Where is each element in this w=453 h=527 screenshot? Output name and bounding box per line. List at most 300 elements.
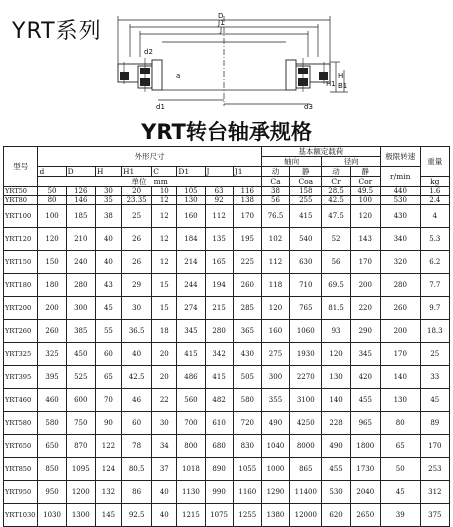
table-cell: 180 xyxy=(38,274,66,297)
table-cell: 710 xyxy=(290,274,322,297)
table-cell: 12 xyxy=(152,205,177,228)
header-radial-dynamic: 动 xyxy=(322,167,350,177)
sym-D: D xyxy=(66,167,95,177)
label-a: a xyxy=(176,72,181,80)
table-cell: 260 xyxy=(233,274,261,297)
table-cell: 122 xyxy=(95,435,121,458)
table-cell: 2040 xyxy=(350,481,380,504)
model-cell: YRT260 xyxy=(4,320,38,343)
table-cell: 112 xyxy=(261,251,289,274)
table-cell: 440 xyxy=(380,187,420,196)
table-cell: 1200 xyxy=(66,481,95,504)
header-axial-static: 静 xyxy=(290,167,322,177)
table-cell: 460 xyxy=(38,389,66,412)
table-cell: 36.5 xyxy=(121,320,151,343)
table-cell: 215 xyxy=(205,297,233,320)
table-cell: 765 xyxy=(290,297,322,320)
table-cell: 118 xyxy=(261,274,289,297)
table-cell: 49.5 xyxy=(350,187,380,196)
table-row xyxy=(4,297,450,320)
table-cell: 540 xyxy=(290,228,322,251)
table-cell: 194 xyxy=(205,274,233,297)
table-cell: 340 xyxy=(380,228,420,251)
table-row xyxy=(4,389,450,412)
table-cell: 342 xyxy=(205,343,233,366)
table-cell: 1018 xyxy=(177,458,205,481)
table-cell: 300 xyxy=(261,366,289,389)
table-cell: 43 xyxy=(95,274,121,297)
table-cell: 28.5 xyxy=(322,187,350,196)
table-cell: 200 xyxy=(38,297,66,320)
table-cell: 42.5 xyxy=(322,196,350,205)
table-cell: 7.7 xyxy=(420,274,449,297)
table-cell: 100 xyxy=(350,196,380,205)
table-cell: 130 xyxy=(177,196,205,205)
table-cell: 345 xyxy=(177,320,205,343)
table-cell: 160 xyxy=(261,320,289,343)
table-cell: 70 xyxy=(95,389,121,412)
table-cell: 26 xyxy=(121,251,151,274)
table-cell: 170 xyxy=(233,205,261,228)
table-cell: 600 xyxy=(66,389,95,412)
table-cell: 200 xyxy=(380,320,420,343)
table-cell: 42.5 xyxy=(121,366,151,389)
table-cell: 132 xyxy=(95,481,121,504)
table-cell: 4250 xyxy=(290,412,322,435)
table-cell: 120 xyxy=(261,297,289,320)
table-cell: 78 xyxy=(121,435,151,458)
table-cell: 120 xyxy=(38,228,66,251)
table-cell: 143 xyxy=(350,228,380,251)
table-cell: 1040 xyxy=(261,435,289,458)
label-H: H xyxy=(338,72,344,80)
table-cell: 720 xyxy=(233,412,261,435)
table-cell: 300 xyxy=(66,297,95,320)
table-cell: 525 xyxy=(66,366,95,389)
table-cell: 47.5 xyxy=(322,205,350,228)
table-cell: 23.35 xyxy=(121,196,151,205)
table-cell: 30 xyxy=(121,297,151,320)
table-row xyxy=(4,343,450,366)
table-cell: 40 xyxy=(95,251,121,274)
table-cell: 1800 xyxy=(350,435,380,458)
table-cell: 1930 xyxy=(290,343,322,366)
table-cell: 22 xyxy=(152,389,177,412)
table-cell: 800 xyxy=(177,435,205,458)
table-cell: 1.6 xyxy=(420,187,449,196)
table-cell: 92 xyxy=(205,196,233,205)
table-cell: 1290 xyxy=(261,481,289,504)
sym-J: J xyxy=(205,167,233,177)
table-cell: 34 xyxy=(152,435,177,458)
table-cell: 253 xyxy=(420,458,449,481)
table-cell: 56 xyxy=(322,251,350,274)
table-cell: 486 xyxy=(177,366,205,389)
table-cell: 60 xyxy=(95,343,121,366)
table-cell: 130 xyxy=(380,389,420,412)
table-cell: 530 xyxy=(380,196,420,205)
table-cell: 12 xyxy=(152,251,177,274)
sym-C: C xyxy=(152,167,177,177)
header-radial: 径向 xyxy=(322,157,380,167)
table-cell: 420 xyxy=(350,366,380,389)
model-cell: YRT325 xyxy=(4,343,38,366)
table-cell: 750 xyxy=(66,412,95,435)
table-cell: 9.7 xyxy=(420,297,449,320)
model-cell: YRT1030 xyxy=(4,504,38,527)
table-cell: 275 xyxy=(261,343,289,366)
table-cell: 280 xyxy=(205,320,233,343)
table-cell: 45 xyxy=(420,389,449,412)
table-cell: 3100 xyxy=(290,389,322,412)
table-cell: 18.3 xyxy=(420,320,449,343)
table-cell: 120 xyxy=(322,343,350,366)
table-cell: 870 xyxy=(66,435,95,458)
table-row xyxy=(4,435,450,458)
model-cell: YRT200 xyxy=(4,297,38,320)
table-cell: 325 xyxy=(38,343,66,366)
table-cell: 15 xyxy=(152,274,177,297)
table-cell: 1300 xyxy=(66,504,95,527)
bearing-cross-section-drawing xyxy=(100,12,350,110)
table-cell: 2270 xyxy=(290,366,322,389)
table-cell: 126 xyxy=(66,187,95,196)
table-cell: 1030 xyxy=(38,504,66,527)
model-cell: YRT80 xyxy=(4,196,38,205)
header-speed-unit: r/min xyxy=(380,167,420,187)
model-cell: YRT150 xyxy=(4,251,38,274)
table-row xyxy=(4,251,450,274)
header-symbols-row xyxy=(4,167,450,177)
table-cell: 1000 xyxy=(261,458,289,481)
table-cell: 950 xyxy=(38,481,66,504)
table-cell: 312 xyxy=(420,481,449,504)
sym-H1: H1 xyxy=(121,167,151,177)
table-cell: 580 xyxy=(233,389,261,412)
table-cell: 450 xyxy=(66,343,95,366)
table-cell: 1095 xyxy=(66,458,95,481)
header-axial-dynamic: 动 xyxy=(261,167,289,177)
table-cell: 40 xyxy=(152,481,177,504)
table-cell: 69.5 xyxy=(322,274,350,297)
table-cell: 290 xyxy=(350,320,380,343)
table-row xyxy=(4,320,450,343)
header-radial-static: 静 xyxy=(350,167,380,177)
table-cell: 50 xyxy=(38,187,66,196)
table-cell: 170 xyxy=(380,343,420,366)
table-cell: 11400 xyxy=(290,481,322,504)
table-cell: 1160 xyxy=(233,481,261,504)
table-cell: 490 xyxy=(261,412,289,435)
table-row xyxy=(4,481,450,504)
table-title: YRT转台轴承规格 xyxy=(141,120,312,144)
table-cell: 40 xyxy=(152,504,177,527)
table-cell: 385 xyxy=(66,320,95,343)
table-cell: 86 xyxy=(121,481,151,504)
table-cell: 260 xyxy=(380,297,420,320)
table-cell: 170 xyxy=(420,435,449,458)
sym-Cr: Cr xyxy=(322,177,350,187)
table-cell: 375 xyxy=(420,504,449,527)
label-J: J xyxy=(220,26,223,34)
table-cell: 80 xyxy=(38,196,66,205)
table-cell: 965 xyxy=(350,412,380,435)
table-cell: 4 xyxy=(420,205,449,228)
sym-H: H xyxy=(95,167,121,177)
table-cell: 185 xyxy=(66,205,95,228)
label-d3: d3 xyxy=(304,103,313,110)
table-cell: 415 xyxy=(205,366,233,389)
table-cell: 26 xyxy=(121,228,151,251)
header-axial: 轴向 xyxy=(261,157,322,167)
table-cell: 455 xyxy=(322,458,350,481)
table-cell: 865 xyxy=(290,458,322,481)
table-cell: 355 xyxy=(261,389,289,412)
table-row xyxy=(4,187,450,196)
table-cell: 560 xyxy=(177,389,205,412)
table-cell: 20 xyxy=(121,187,151,196)
table-cell: 170 xyxy=(350,251,380,274)
table-cell: 140 xyxy=(322,389,350,412)
table-cell: 12 xyxy=(152,196,177,205)
header-model: 型号 xyxy=(4,147,38,187)
table-cell: 1055 xyxy=(233,458,261,481)
table-cell: 430 xyxy=(380,205,420,228)
table-cell: 455 xyxy=(350,389,380,412)
table-cell: 1380 xyxy=(261,504,289,527)
label-D: D xyxy=(218,12,224,20)
table-cell: 120 xyxy=(350,205,380,228)
table-cell: 160 xyxy=(177,205,205,228)
table-cell: 116 xyxy=(233,187,261,196)
table-cell: 130 xyxy=(322,366,350,389)
model-cell: YRT460 xyxy=(4,389,38,412)
table-cell: 60 xyxy=(121,412,151,435)
table-row xyxy=(4,504,450,527)
table-cell: 1130 xyxy=(177,481,205,504)
spec-table-body xyxy=(4,187,450,527)
label-d2: d2 xyxy=(144,48,153,56)
table-cell: 138 xyxy=(233,196,261,205)
model-cell: YRT120 xyxy=(4,228,38,251)
table-cell: 200 xyxy=(350,274,380,297)
table-row xyxy=(4,205,450,228)
table-cell: 395 xyxy=(38,366,66,389)
table-cell: 146 xyxy=(66,196,95,205)
table-cell: 15 xyxy=(152,297,177,320)
table-cell: 650 xyxy=(38,435,66,458)
table-cell: 40 xyxy=(95,228,121,251)
unit-label: 单位 xyxy=(131,177,147,186)
table-cell: 195 xyxy=(233,228,261,251)
model-cell: YRT650 xyxy=(4,435,38,458)
table-cell: 52 xyxy=(322,228,350,251)
table-cell: 56 xyxy=(261,196,289,205)
table-cell: 92.5 xyxy=(121,504,151,527)
table-cell: 50 xyxy=(380,458,420,481)
table-cell: 10 xyxy=(152,187,177,196)
model-cell: YRT180 xyxy=(4,274,38,297)
sym-Ca: Ca xyxy=(261,177,289,187)
table-row xyxy=(4,366,450,389)
table-cell: 700 xyxy=(177,412,205,435)
table-cell: 630 xyxy=(290,251,322,274)
table-cell: 890 xyxy=(205,458,233,481)
table-cell: 1060 xyxy=(290,320,322,343)
right-ring-section xyxy=(286,58,330,92)
table-cell: 228 xyxy=(322,412,350,435)
table-cell: 280 xyxy=(66,274,95,297)
table-cell: 2650 xyxy=(350,504,380,527)
sym-J1: J1 xyxy=(233,167,261,177)
label-J1: J1 xyxy=(218,19,225,27)
table-cell: 610 xyxy=(205,412,233,435)
table-cell: 65 xyxy=(95,366,121,389)
table-cell: 25 xyxy=(420,343,449,366)
table-cell: 89 xyxy=(420,412,449,435)
header-weight-unit: kg xyxy=(420,177,449,187)
table-cell: 100 xyxy=(38,205,66,228)
table-cell: 63 xyxy=(205,187,233,196)
model-cell: YRT580 xyxy=(4,412,38,435)
table-cell: 165 xyxy=(205,251,233,274)
table-cell: 25 xyxy=(121,205,151,228)
table-cell: 76.5 xyxy=(261,205,289,228)
table-cell: 135 xyxy=(205,228,233,251)
header-unit xyxy=(38,177,261,187)
table-row xyxy=(4,412,450,435)
table-cell: 220 xyxy=(350,297,380,320)
table-cell: 850 xyxy=(38,458,66,481)
table-cell: 105 xyxy=(177,187,205,196)
table-cell: 5.3 xyxy=(420,228,449,251)
table-cell: 530 xyxy=(322,481,350,504)
sym-d: d xyxy=(38,167,66,177)
model-cell: YRT950 xyxy=(4,481,38,504)
table-cell: 102 xyxy=(261,228,289,251)
label-B1: B1 xyxy=(338,82,348,90)
table-cell: 80.5 xyxy=(121,458,151,481)
table-cell: 184 xyxy=(177,228,205,251)
sym-Cor: Cor xyxy=(350,177,380,187)
table-cell: 6.2 xyxy=(420,251,449,274)
table-row xyxy=(4,274,450,297)
table-cell: 1255 xyxy=(233,504,261,527)
table-cell: 285 xyxy=(233,297,261,320)
table-cell: 830 xyxy=(233,435,261,458)
table-cell: 45 xyxy=(380,481,420,504)
unit-mm: mm xyxy=(153,177,168,186)
table-cell: 20 xyxy=(152,366,177,389)
table-row xyxy=(4,458,450,481)
label-H1: H1 xyxy=(326,80,336,88)
table-cell: 20 xyxy=(152,343,177,366)
table-cell: 80 xyxy=(380,412,420,435)
table-cell: 214 xyxy=(177,251,205,274)
label-d1: d1 xyxy=(156,103,165,110)
table-cell: 240 xyxy=(66,251,95,274)
table-cell: 8000 xyxy=(290,435,322,458)
table-cell: 81.5 xyxy=(322,297,350,320)
series-title: YRT系列 xyxy=(12,19,102,44)
header-weight: 重量 xyxy=(420,147,449,177)
table-cell: 210 xyxy=(66,228,95,251)
table-cell: 145 xyxy=(95,504,121,527)
table-cell: 415 xyxy=(290,205,322,228)
table-cell: 158 xyxy=(290,187,322,196)
table-cell: 244 xyxy=(177,274,205,297)
table-row xyxy=(4,196,450,205)
table-cell: 490 xyxy=(322,435,350,458)
spec-table xyxy=(3,146,450,527)
table-cell: 255 xyxy=(290,196,322,205)
header-dimensions: 外形尺寸 xyxy=(38,147,261,167)
table-cell: 39 xyxy=(380,504,420,527)
table-cell: 29 xyxy=(121,274,151,297)
table-cell: 150 xyxy=(38,251,66,274)
sym-D1: D1 xyxy=(177,167,205,177)
table-cell: 38 xyxy=(261,187,289,196)
table-cell: 40 xyxy=(121,343,151,366)
table-cell: 140 xyxy=(380,366,420,389)
table-cell: 65 xyxy=(380,435,420,458)
table-cell: 620 xyxy=(322,504,350,527)
model-cell: YRT50 xyxy=(4,187,38,196)
table-cell: 46 xyxy=(121,389,151,412)
table-cell: 345 xyxy=(350,343,380,366)
table-cell: 38 xyxy=(95,205,121,228)
header-limit-speed: 极限转速 xyxy=(380,147,420,167)
table-cell: 30 xyxy=(152,412,177,435)
table-cell: 415 xyxy=(177,343,205,366)
table-cell: 365 xyxy=(233,320,261,343)
table-cell: 680 xyxy=(205,435,233,458)
table-cell: 30 xyxy=(95,187,121,196)
left-ring-section xyxy=(118,58,162,92)
table-cell: 505 xyxy=(233,366,261,389)
table-cell: 580 xyxy=(38,412,66,435)
table-cell: 124 xyxy=(95,458,121,481)
model-cell: YRT395 xyxy=(4,366,38,389)
table-cell: 33 xyxy=(420,366,449,389)
table-cell: 112 xyxy=(205,205,233,228)
table-cell: 18 xyxy=(152,320,177,343)
table-cell: 1215 xyxy=(177,504,205,527)
table-cell: 35 xyxy=(95,196,121,205)
table-cell: 90 xyxy=(95,412,121,435)
table-cell: 280 xyxy=(380,274,420,297)
header-basic-load: 基本额定载荷 xyxy=(261,147,380,157)
model-cell: YRT850 xyxy=(4,458,38,481)
table-cell: 225 xyxy=(233,251,261,274)
table-cell: 37 xyxy=(152,458,177,481)
table-cell: 12 xyxy=(152,228,177,251)
table-cell: 12000 xyxy=(290,504,322,527)
table-cell: 320 xyxy=(380,251,420,274)
table-cell: 274 xyxy=(177,297,205,320)
table-cell: 1730 xyxy=(350,458,380,481)
table-cell: 55 xyxy=(95,320,121,343)
table-cell: 260 xyxy=(38,320,66,343)
table-cell: 430 xyxy=(233,343,261,366)
table-cell: 45 xyxy=(95,297,121,320)
table-row xyxy=(4,228,450,251)
table-cell: 990 xyxy=(205,481,233,504)
table-cell: 2.4 xyxy=(420,196,449,205)
table-cell: 93 xyxy=(322,320,350,343)
sym-Coa: Coa xyxy=(290,177,322,187)
table-cell: 1075 xyxy=(205,504,233,527)
